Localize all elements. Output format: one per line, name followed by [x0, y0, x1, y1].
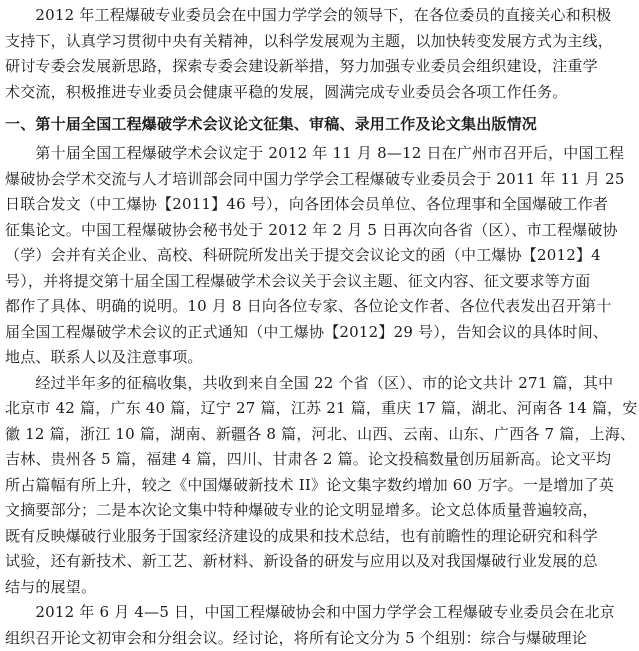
text-line: 届全国工程爆破学术会议的正式通知（中工爆协【2012】29 号），告知会议的具体时间、	[5, 320, 635, 346]
text-line: 所占篇幅有所上升，较之《中国爆破新技术 II》论文集字数约增加 60 万字。一是增加了英	[5, 473, 635, 499]
text-line: 研讨专委会发展新思路，探索专委会建设新举措，努力加强专业委员会组织建设，注重学	[5, 54, 635, 80]
submission-stats-paragraph	[5, 371, 635, 601]
text-line: 都作了具体、明确的说明。10 月 8 日向各位专家、各位论文作者、各位代表发出召开第十	[5, 294, 635, 320]
text-line: 征集论文。中国工程爆破协会秘书处于 2012 年 2 月 5 日再次向各省（区）、市工程爆破协	[5, 218, 635, 244]
text-line: 爆破协会学术交流与人才培训部会同中国力学学会工程爆破专业委员会于 2011 年 11 月 25	[5, 167, 635, 193]
text-line: 日联合发文（中工爆协【2011】46 号），向各团体会员单位、各位理事和全国爆破工作者	[5, 192, 635, 218]
text-line: 吉林、贵州各 5 篇，福建 4 篇，四川、甘肃各 2 篇。论文投稿数量创历届新高。论文平均	[5, 447, 635, 473]
review-meeting-paragraph	[5, 600, 635, 651]
text-line: 术交流，积极推进专业委员会健康平稳的发展，圆满完成专业委员会各项工作任务。	[5, 80, 635, 106]
text-line: 文摘要部分；二是本次论文集中特种爆破专业的论文明显增多。论文总体质量普遍较高，	[5, 498, 635, 524]
text-line: 试验，还有新技术、新工艺、新材料、新设备的研发与应用以及对我国爆破行业发展的总	[5, 549, 635, 575]
text-line: 支持下，认真学习贯彻中央有关精神，以科学发展观为主题，以加快转变发展方式为主线，	[5, 29, 635, 55]
intro-paragraph	[5, 3, 635, 105]
section-heading: 一、第十届全国工程爆破学术会议论文征集、审稿、录用工作及论文集出版情况	[5, 111, 635, 137]
text-line: 地点、联系人以及注意事项。	[5, 345, 635, 371]
text-line: （学）会并有关企业、高校、科研院所发出关于提交会议论文的函（中工爆协【2012】4	[5, 243, 635, 269]
text-line: 2012 年 6 月 4—5 日，中国工程爆破协会和中国力学学会工程爆破专业委员会在北京	[5, 600, 635, 626]
text-line: 结与的展望。	[5, 575, 635, 601]
text-line: 经过半年多的征稿收集，共收到来自全国 22 个省（区）、市的论文共计 271 篇，其中	[5, 371, 635, 397]
text-line: 徽 12 篇，浙江 10 篇，湖南、新疆各 8 篇，河北、山西、云南、山东、广西各 7 篇，上海、	[5, 422, 635, 448]
paper-collection-paragraph	[5, 141, 635, 371]
text-line: 第十届全国工程爆破学术会议定于 2012 年 11 月 8—12 日在广州市召开后，中国工程	[5, 141, 635, 167]
text-line: 既有反映爆破行业服务于国家经济建设的成果和技术总结，也有前瞻性的理论研究和科学	[5, 524, 635, 550]
text-line: 北京市 42 篇，广东 40 篇，辽宁 27 篇，江苏 21 篇，重庆 17 篇，湖北、河南各 14 篇，安	[5, 396, 635, 422]
text-line: 2012 年工程爆破专业委员会在中国力学学会的领导下，在各位委员的直接关心和积极	[5, 3, 635, 29]
text-line: 组织召开论文初审会和分组会议。经讨论，将所有论文分为 5 个组别：综合与爆破理论	[5, 626, 635, 651]
text-line: 号），并将提交第十届全国工程爆破学术会议关于会议主题、征文内容、征文要求等方面	[5, 269, 635, 295]
